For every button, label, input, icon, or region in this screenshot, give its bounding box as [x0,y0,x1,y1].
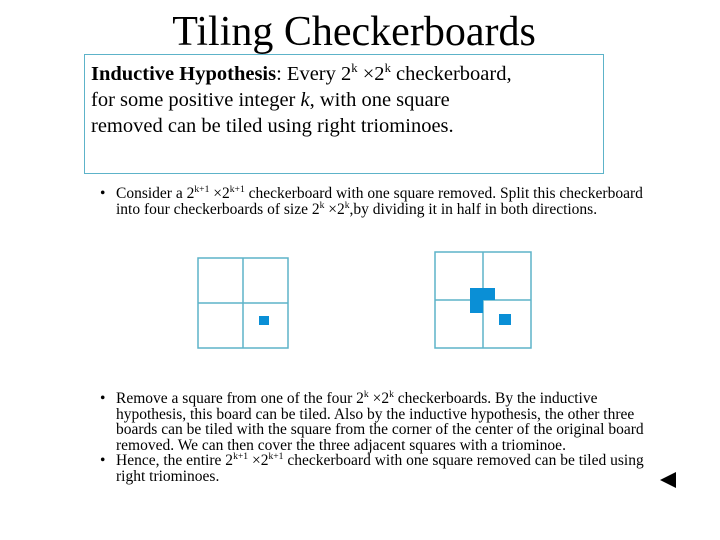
bullet3-sup-1: k+1 [233,450,249,462]
bullet2-text-1: Remove a square from one of the four 2 [116,390,364,407]
bullet2-text-2: ×2 [368,390,390,407]
bullet1-sup-1: k+1 [194,183,210,195]
bullet1-text-2: ×2 [209,185,230,202]
hypothesis-text-3: for some positive integer [91,89,301,111]
play-triangle-left-icon[interactable] [660,472,676,488]
bullet3-sup-2: k+1 [268,450,284,462]
bullet1-text-1: Consider a 2 [116,185,195,202]
hypothesis-box [84,54,604,174]
removed-square [259,316,269,325]
bullet-list-top [100,183,670,218]
slide-title: Tiling Checkerboards [172,9,536,55]
bullet-list-bottom [100,388,670,485]
bullet-marker: • [100,390,106,407]
removed-square [499,314,511,325]
bullet1-text-5: ,by dividing it in half in both directions. [349,200,598,218]
bullet1-sup-2: k+1 [229,183,245,195]
checkerboard-split-figure [197,257,289,349]
bullet-marker: • [100,452,106,469]
bullet-remove [100,388,670,454]
bullet1-sup-3: k [319,199,325,211]
bullet3-text-1: Hence, the entire 2 [116,452,234,469]
hypothesis-times: ×2 [357,63,385,85]
hypothesis-sup-k1: k [351,61,358,76]
hypothesis-text-1: : Every 2 [276,63,352,85]
hypothesis-sup-k2: k [384,61,391,76]
bullet-marker: • [100,185,106,202]
checkerboard-triomino-figure [434,251,534,351]
bullet2-sup-2: k [389,388,394,400]
hypothesis-k-italic: k [300,89,310,111]
bullet1-sup-4: k [344,199,350,211]
bullet1-text-4: ×2 [324,200,345,218]
bullet2-text-3: checkerboards. By the inductive hypothesis, this board can be tiled. Also by the inductive hypothesis, the other three boards can be tiled with the square from the corner of the center of the original board removed. We can then cover the three adjacent squares with a triominoe. [116,390,644,454]
bullet1-text-3: checkerboard with one square removed. Split this checkerboard into four checkerboards of size 2 [116,185,643,218]
bullet3-text-2: ×2 [248,452,269,469]
bullet3-text-3: checkerboard with one square removed can be tiled using right triominoes. [116,452,644,485]
bullet2-sup-1: k [363,388,369,400]
bullet-consider [100,183,670,218]
hypothesis-text-2: checkerboard, [390,63,512,85]
hypothesis-label: Inductive Hypothesis [91,63,277,85]
bullet-hence [100,450,670,485]
hypothesis-text-5: removed can be tiled using right triominoes. [91,115,454,137]
hypothesis-text-4: , with one square [309,89,450,111]
